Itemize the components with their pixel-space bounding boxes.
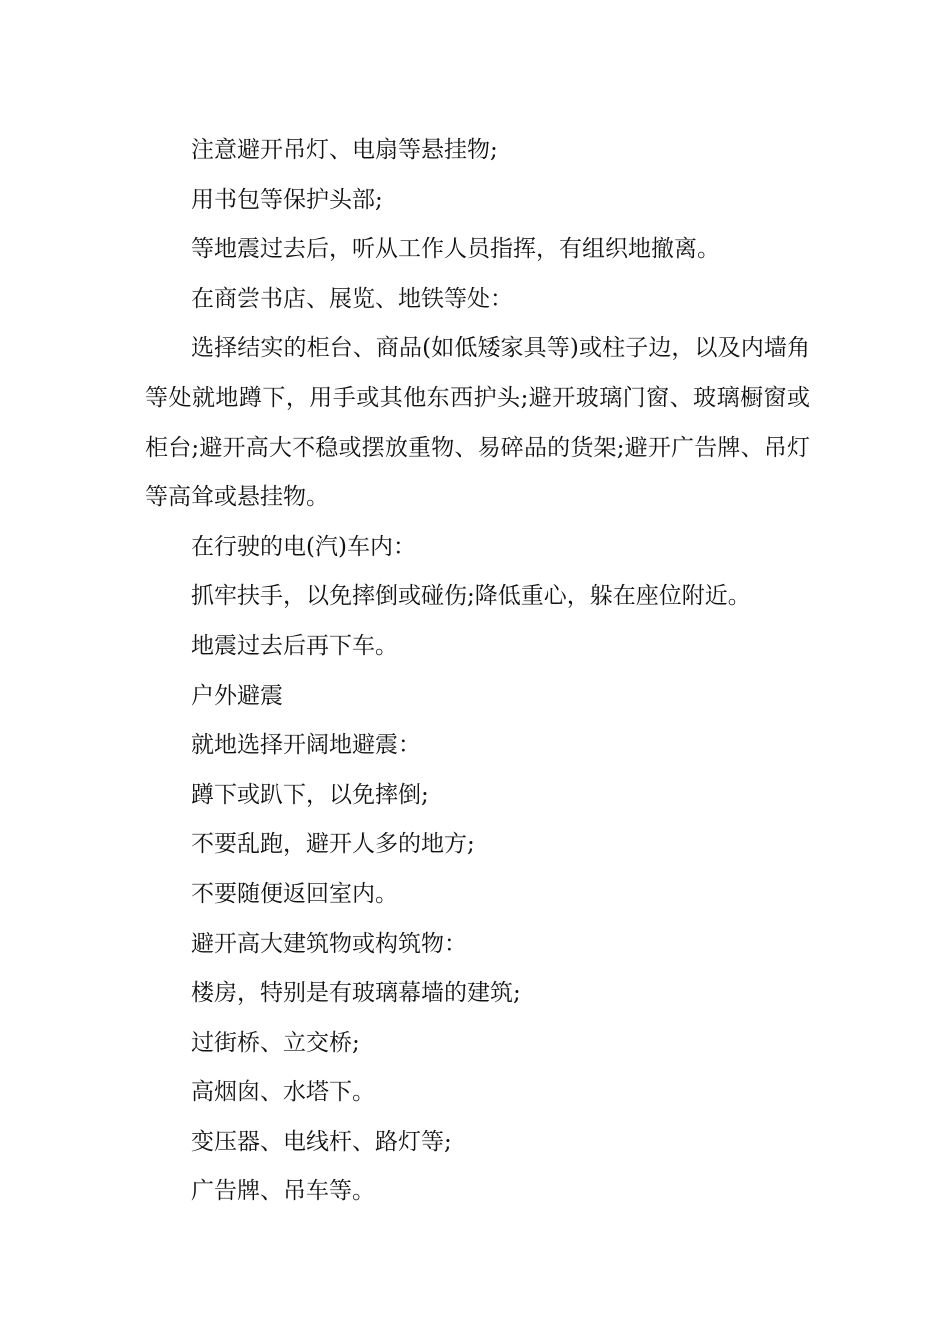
- paragraph: 不要乱跑，避开人多的地方;: [191, 831, 475, 858]
- paragraph: 蹲下或趴下，以免摔倒;: [191, 781, 429, 808]
- paragraph: 抓牢扶手，以免摔倒或碰伤;降低重心，躲在座位附近。: [191, 583, 751, 610]
- paragraph: 在商尝书店、展览、地铁等处：: [191, 285, 513, 312]
- paragraph: 楼房，特别是有玻璃幕墙的建筑;: [191, 980, 521, 1007]
- paragraph: 高烟囱、水塔下。: [191, 1079, 375, 1106]
- paragraph: 注意避开吊灯、电扇等悬挂物;: [191, 137, 498, 163]
- document-body: [145, 126, 810, 1217]
- paragraph: 选择结实的柜台、商品(如低矮家具等)或柱子边，以及内墙角等处就地蹲下，用手或其他东西护头;避开玻璃门窗、玻璃橱窗或柜台;避开高大不稳或摆放重物、易碎品的货架;避开广告牌、吊灯等高耸或悬挂物。: [145, 335, 810, 511]
- paragraph: 过街桥、立交桥;: [191, 1029, 360, 1056]
- section-heading: 户外避震: [191, 682, 283, 709]
- paragraph: 广告牌、吊车等。: [191, 1178, 375, 1205]
- paragraph: 避开高大建筑物或构筑物：: [191, 930, 467, 957]
- paragraph: 用书包等保护头部;: [191, 186, 383, 213]
- paragraph: 不要随便返回室内。: [191, 880, 398, 907]
- paragraph: 变压器、电线杆、路灯等;: [191, 1128, 452, 1155]
- paragraph: 等地震过去后，听从工作人员指挥，有组织地撤离。: [191, 236, 720, 263]
- paragraph: 就地选择开阔地避震：: [191, 732, 421, 759]
- paragraph: 地震过去后再下车。: [191, 632, 398, 659]
- paragraph: 在行驶的电(汽)车内：: [191, 533, 416, 560]
